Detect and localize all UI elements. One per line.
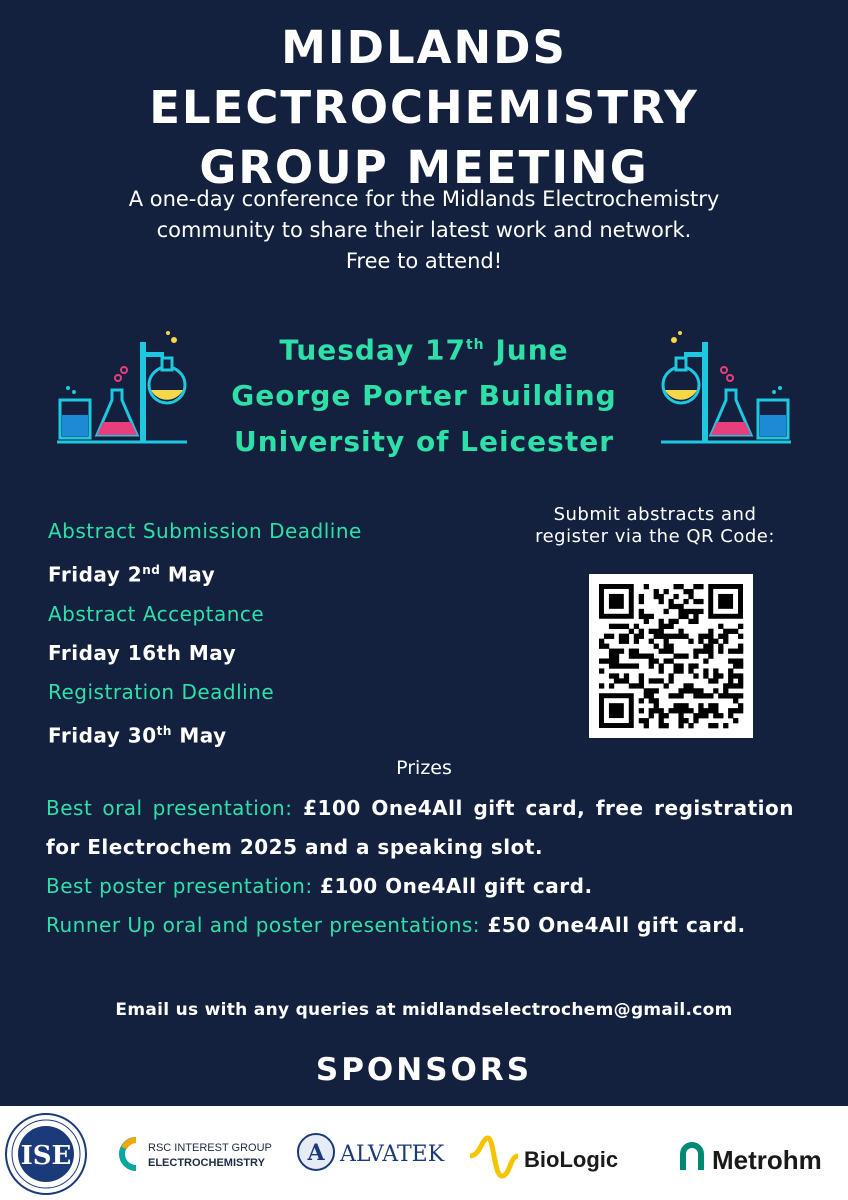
intro-line-2: community to share their latest work and network. <box>156 218 692 242</box>
svg-text:BioLogic: BioLogic <box>524 1147 619 1172</box>
event-date: Tuesday 17th June <box>279 333 569 367</box>
contact-email[interactable]: Email us with any queries at midlandselectrochem@gmail.com <box>115 1000 733 1020</box>
alvatek-logo <box>296 1128 456 1176</box>
svg-text:ISE: ISE <box>20 1141 72 1171</box>
date-label: Abstract Submission Deadline <box>48 519 362 543</box>
date-value: Friday 30th May <box>48 723 227 748</box>
svg-text:ALVATEK: ALVATEK <box>340 1142 445 1167</box>
page-title <box>0 18 848 198</box>
ise-logo <box>4 1112 88 1196</box>
rsc-logo <box>118 1134 278 1174</box>
prizes-list <box>46 789 794 945</box>
key-dates <box>48 512 478 755</box>
metrohm-logo <box>676 1136 836 1176</box>
date-value: Friday 2nd May <box>48 562 216 587</box>
svg-text:A: A <box>307 1140 325 1166</box>
svg-text:ELECTROCHEMISTRY: ELECTROCHEMISTRY <box>148 1157 265 1169</box>
prize-item: Best poster presentation: £100 One4All gift card. <box>46 874 593 898</box>
event-institution: University of Leicester <box>234 425 614 459</box>
qr-code-icon <box>589 574 753 738</box>
title-line-1: MIDLANDS ELECTROCHEMISTRY <box>149 21 699 134</box>
prizes-heading: Prizes <box>396 757 452 779</box>
biologic-logo <box>466 1130 646 1180</box>
event-details <box>0 322 848 465</box>
date-label: Registration Deadline <box>48 679 275 704</box>
qr-instructions: Submit abstracts and register via the QR Code: <box>535 504 775 547</box>
date-label: Abstract Acceptance <box>48 601 265 626</box>
intro-line-3: Free to attend! <box>345 249 503 273</box>
prize-item: Runner Up oral and poster presentations: £50 One4All gift card. <box>46 913 746 937</box>
intro-line-1: A one-day conference for the Midlands Electrochemistry <box>128 187 720 211</box>
event-venue: George Porter Building <box>231 379 617 413</box>
sponsor-logos <box>0 1106 848 1200</box>
intro-text <box>0 184 848 277</box>
svg-text:Metrohm: Metrohm <box>712 1145 822 1175</box>
title-line-2: GROUP MEETING <box>199 141 649 194</box>
sponsors-heading: SPONSORS <box>315 1052 533 1088</box>
svg-text:RSC INTEREST GROUP: RSC INTEREST GROUP <box>148 1142 272 1154</box>
date-value: Friday 16th May <box>48 640 237 665</box>
qr-code[interactable] <box>589 574 753 738</box>
prize-item: Best oral presentation: £100 One4All gift card, free registration for Electrochem 2025 and a speaking slot. <box>46 796 794 859</box>
